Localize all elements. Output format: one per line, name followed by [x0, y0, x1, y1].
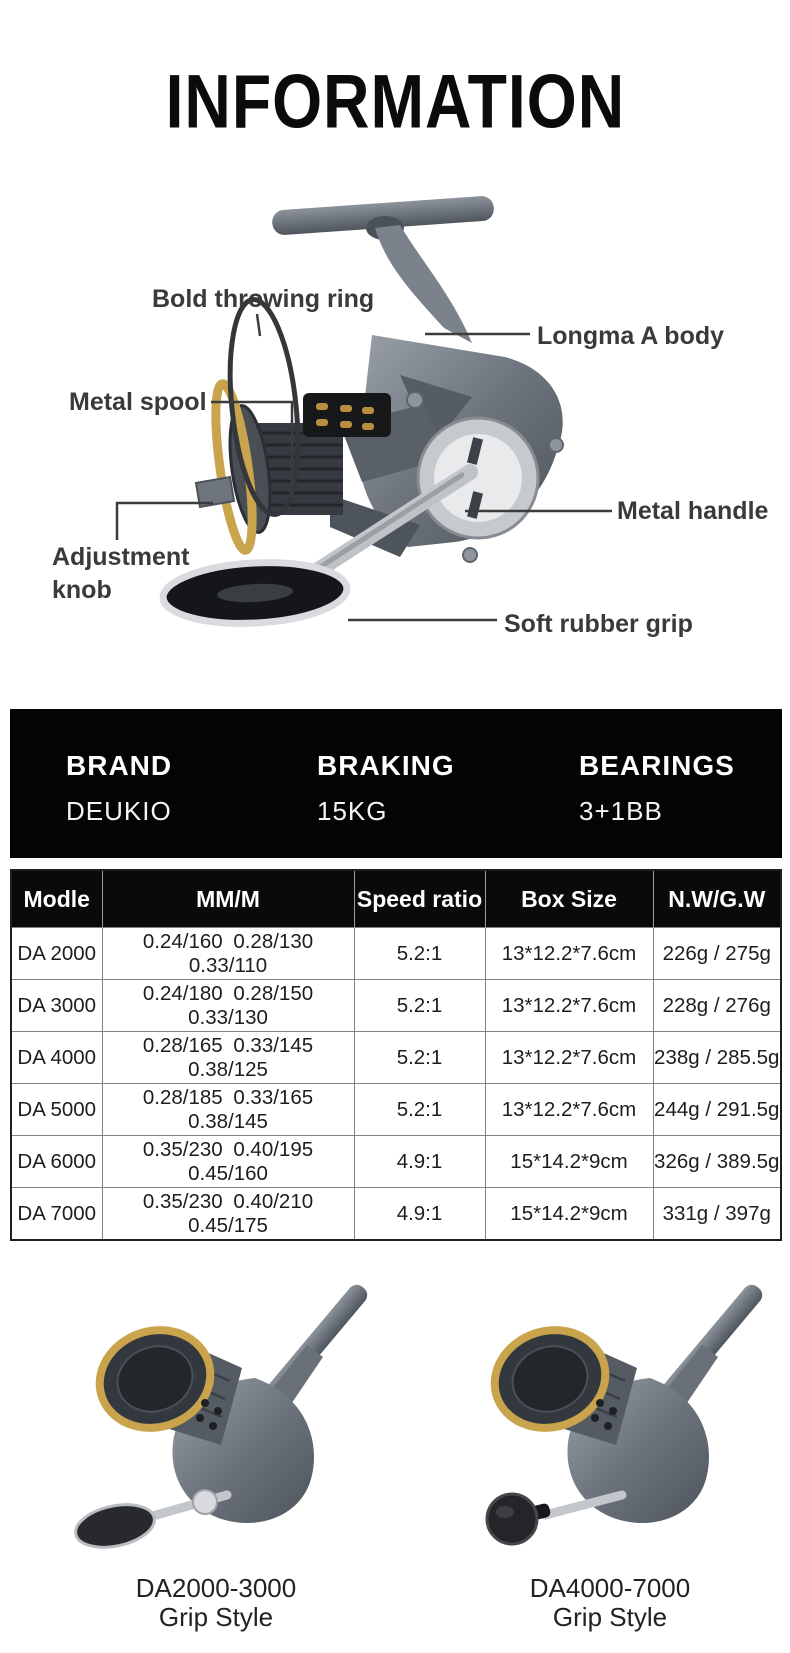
label-bold-throwing-ring: Bold throwing ring — [152, 285, 375, 313]
table-cell: 0.28/165 0.33/145 0.38/125 — [102, 1032, 354, 1084]
table-cell: 331g / 397g — [653, 1188, 781, 1241]
table-cell: 5.2:1 — [354, 1032, 485, 1084]
table-cell: DA 2000 — [11, 928, 102, 980]
table-cell: 5.2:1 — [354, 1084, 485, 1136]
mini-reel-b — [482, 1283, 766, 1544]
grip-knob-round — [487, 1494, 537, 1544]
table-cell: 0.35/230 0.40/210 0.45/175 — [102, 1188, 354, 1241]
banner-label-braking: BRAKING — [317, 750, 455, 781]
grip-knob-highlight — [496, 1506, 514, 1518]
reel-photo-grip-a — [55, 1283, 385, 1553]
grip-knob-flat — [72, 1498, 159, 1553]
label-soft-rubber-grip: Soft rubber grip — [504, 610, 693, 638]
table-cell: 15*14.2*9cm — [485, 1188, 653, 1241]
banner-label-bearings: BEARINGS — [579, 750, 735, 781]
grip-caption-right — [480, 1574, 740, 1632]
table-cell: 5.2:1 — [354, 980, 485, 1032]
grip-model-range-left: DA2000-3000 — [135, 1573, 297, 1603]
table-cell: DA 7000 — [11, 1188, 102, 1241]
mini-crank-collar — [193, 1490, 217, 1514]
spec-table-header-row — [11, 870, 781, 928]
table-cell: 228g / 276g — [653, 980, 781, 1032]
table-cell: 4.9:1 — [354, 1136, 485, 1188]
label-metal-handle: Metal handle — [617, 497, 769, 525]
table-row — [11, 928, 781, 980]
table-cell: 226g / 275g — [653, 928, 781, 980]
table-row — [11, 1188, 781, 1241]
column-header: MM/M — [102, 870, 354, 928]
reel-stem — [375, 225, 472, 343]
label-longma-a-body: Longma A body — [537, 322, 725, 350]
table-cell: 5.2:1 — [354, 928, 485, 980]
mini-reel-a — [72, 1283, 371, 1553]
table-cell: 13*12.2*7.6cm — [485, 1032, 653, 1084]
column-header: Speed ratio — [354, 870, 485, 928]
page-title-wrap — [0, 58, 790, 145]
callout-line-adjustment-knob — [117, 503, 213, 540]
table-cell: 13*12.2*7.6cm — [485, 980, 653, 1032]
callout-line-bold-throwing-ring — [257, 314, 260, 336]
table-row — [11, 1032, 781, 1084]
table-cell: 326g / 389.5g — [653, 1136, 781, 1188]
table-cell: 0.24/160 0.28/130 0.33/110 — [102, 928, 354, 980]
reel-clicker-block — [303, 393, 391, 437]
reel-photo-grip-b — [450, 1283, 780, 1553]
table-cell: 15*14.2*9cm — [485, 1136, 653, 1188]
table-cell: 13*12.2*7.6cm — [485, 928, 653, 980]
grip-style-label-right: Grip Style — [552, 1602, 668, 1632]
table-cell: 0.28/185 0.33/165 0.38/145 — [102, 1084, 354, 1136]
grip-style-label-left: Grip Style — [158, 1602, 274, 1632]
label-metal-spool: Metal spool — [69, 388, 207, 416]
label-adjustment-knob: Adjustment knob — [52, 543, 190, 604]
reel-photo-main — [162, 195, 563, 627]
banner-label-brand: BRAND — [66, 750, 173, 781]
column-header: N.W/G.W — [653, 870, 781, 928]
spec-table — [10, 869, 782, 1241]
table-cell: 4.9:1 — [354, 1188, 485, 1241]
grip-caption-left — [86, 1574, 346, 1632]
table-cell: 0.24/180 0.28/150 0.33/130 — [102, 980, 354, 1032]
column-header: Modle — [11, 870, 102, 928]
banner-value-brand: DEUKIO — [66, 796, 172, 826]
table-cell: DA 3000 — [11, 980, 102, 1032]
spec-table-body — [11, 928, 781, 1241]
table-row — [11, 980, 781, 1032]
grip-model-range-right: DA4000-7000 — [529, 1573, 691, 1603]
table-cell: DA 5000 — [11, 1084, 102, 1136]
table-cell: 0.35/230 0.40/195 0.45/160 — [102, 1136, 354, 1188]
table-row — [11, 1084, 781, 1136]
banner-value-bearings: 3+1BB — [579, 796, 663, 826]
banner-value-braking: 15KG — [317, 796, 388, 826]
page-title: INFORMATION — [165, 59, 625, 145]
table-cell: 244g / 291.5g — [653, 1084, 781, 1136]
table-cell: 238g / 285.5g — [653, 1032, 781, 1084]
table-cell: DA 4000 — [11, 1032, 102, 1084]
table-cell: 13*12.2*7.6cm — [485, 1084, 653, 1136]
specs-banner — [10, 709, 782, 858]
column-header: Box Size — [485, 870, 653, 928]
table-row — [11, 1136, 781, 1188]
table-cell: DA 6000 — [11, 1136, 102, 1188]
